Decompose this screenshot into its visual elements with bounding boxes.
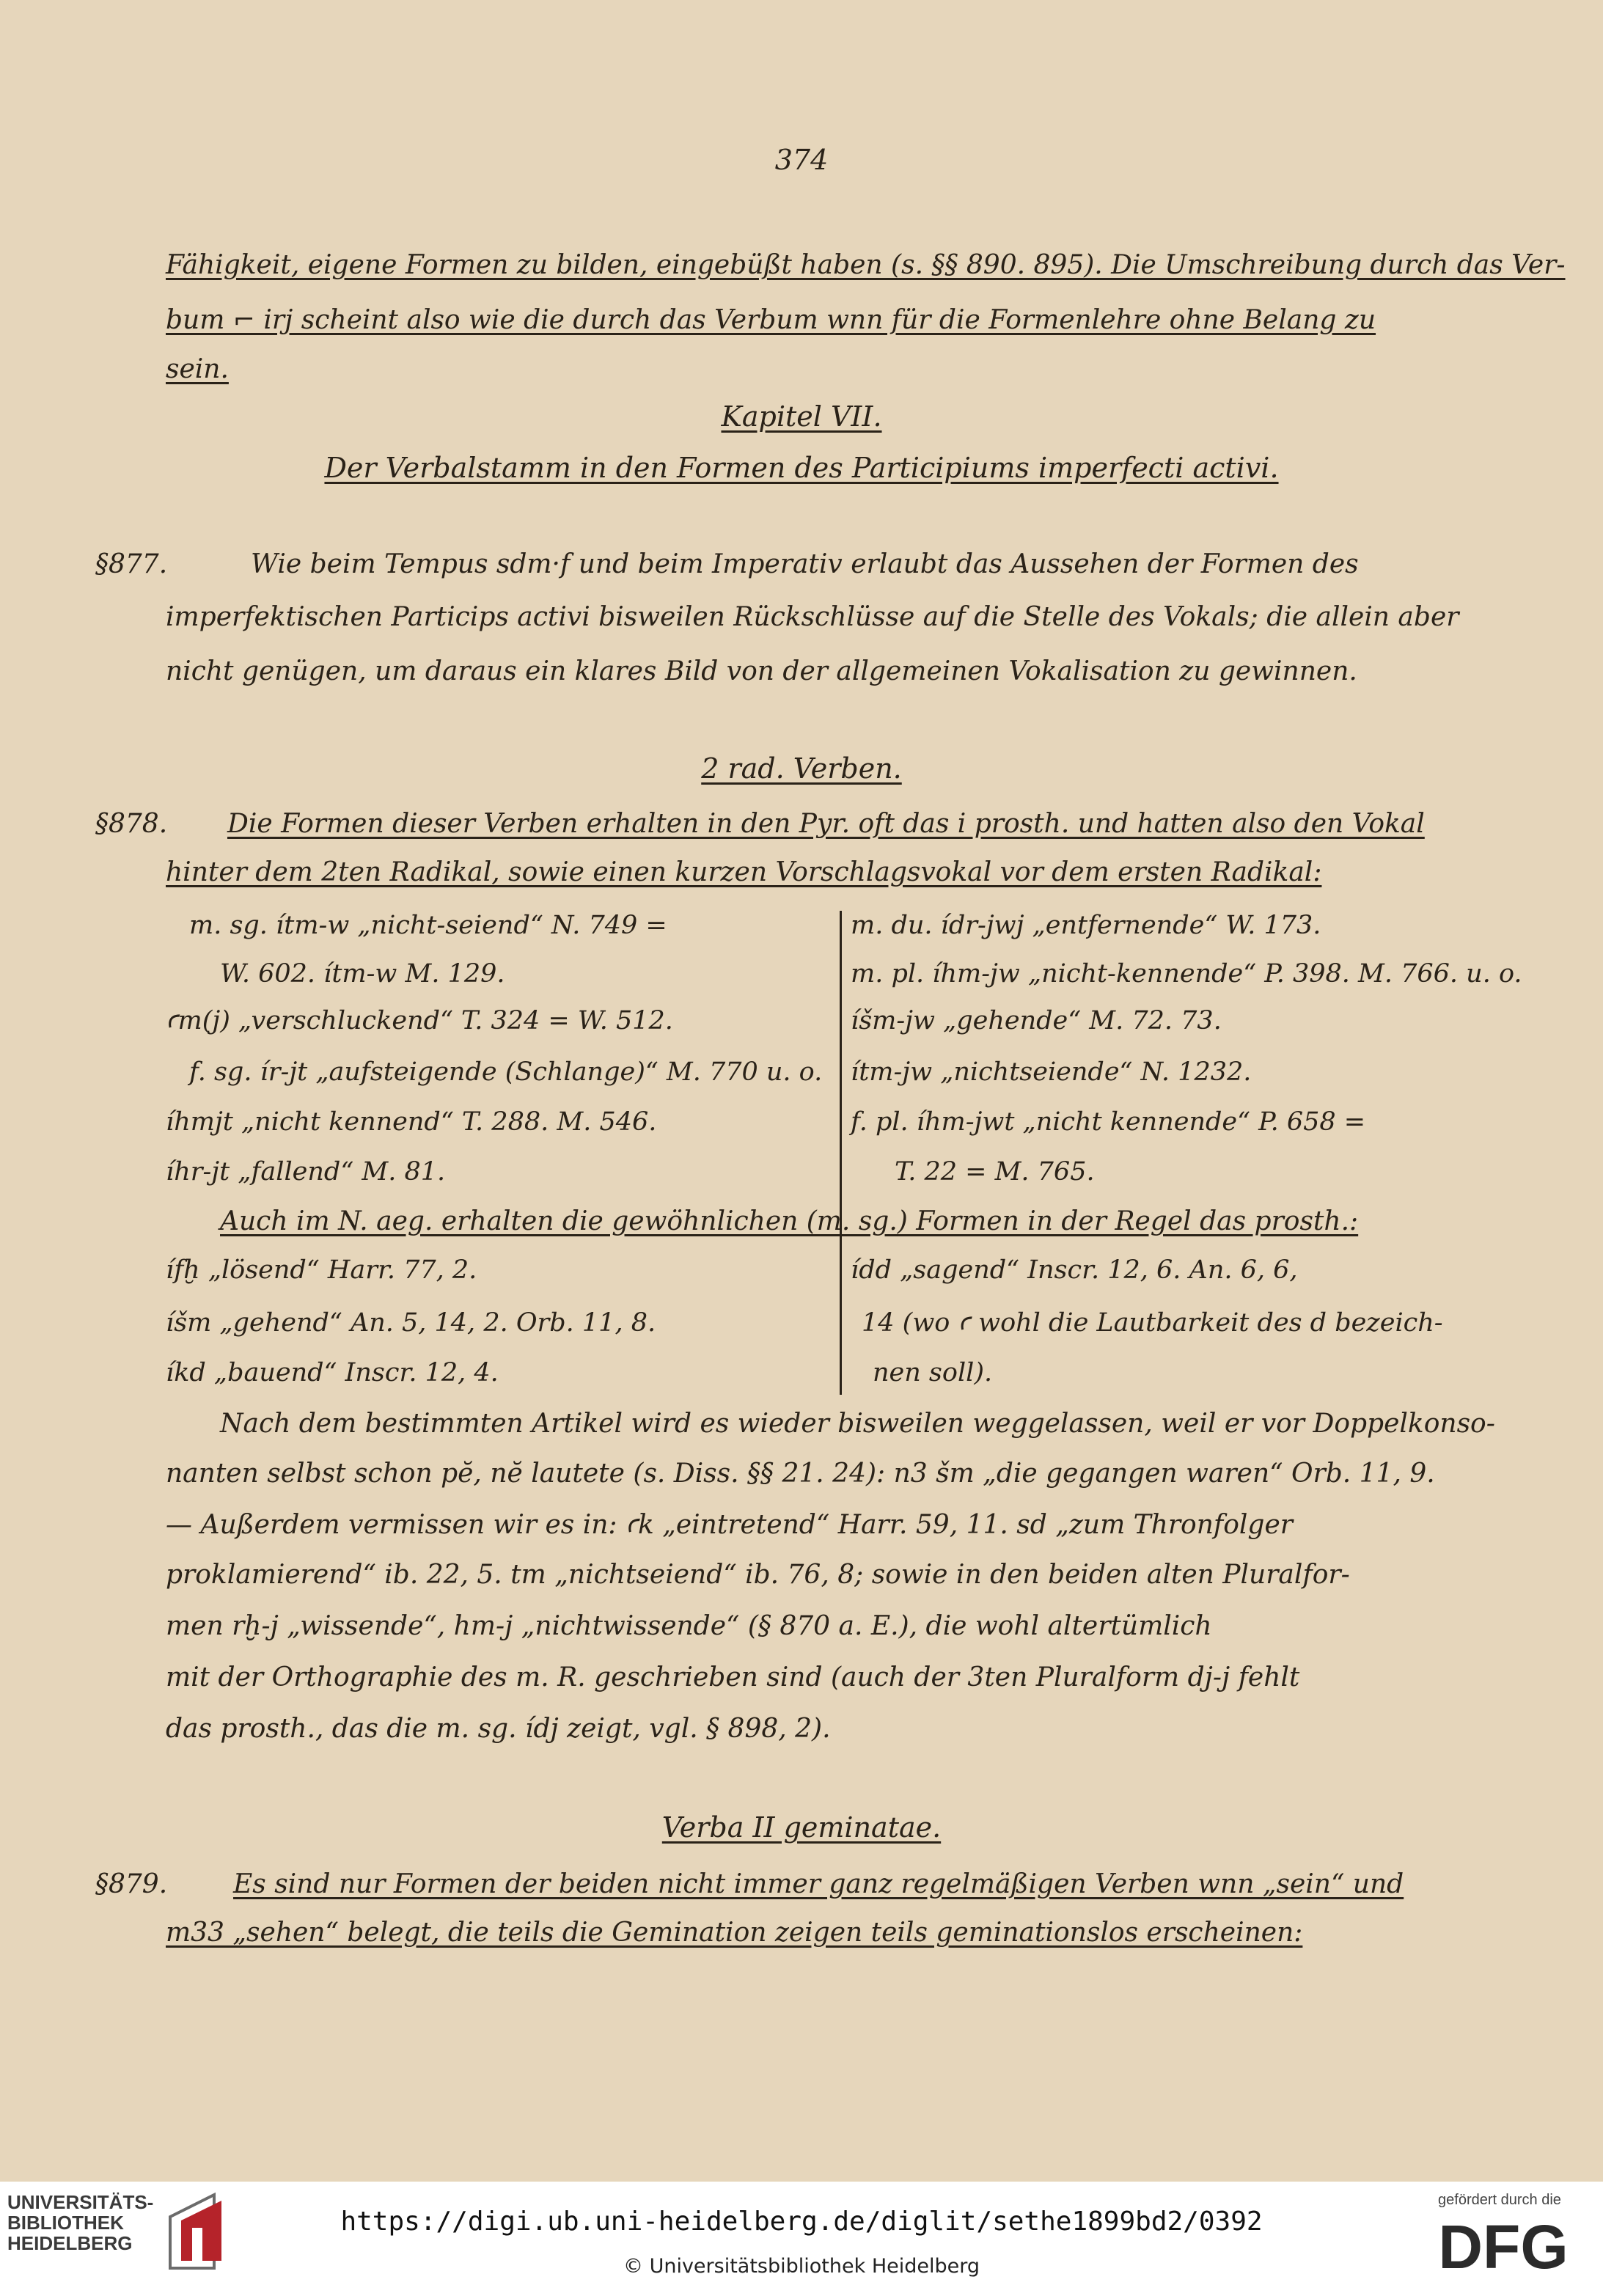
subheading: Verba II geminatae. xyxy=(661,1811,942,1844)
page-url-link[interactable]: https://digi.ub.uni-heidelberg.de/diglit/sethe1899bd2/0392 xyxy=(340,2207,1263,2237)
text-line: Die Formen dieser Verben erhalten in den Pyr. oft das i prosth. und hatten also den Vokal xyxy=(227,809,1425,839)
chapter-heading: Kapitel VII. xyxy=(721,400,882,433)
table-left-row: f. sg. ír-jt „aufsteigende (Schlange)“ M. 770 u. o. xyxy=(189,1057,823,1087)
table-left-row: m. sg. ítm-w „nicht-seiend“ N. 749 = xyxy=(189,911,667,940)
table-right-row: íšm-jw „gehende“ M. 72. 73. xyxy=(851,1006,1222,1035)
text-line: — Außerdem vermissen wir es in: ꜥk „eintretend“ Harr. 59, 11. sd „zum Thronfolger xyxy=(166,1510,1293,1540)
subheading: 2 rad. Verben. xyxy=(701,752,902,785)
dfg-logo-text: DFG xyxy=(1438,2212,1569,2277)
section-number: §878. xyxy=(95,809,168,839)
table-right-row: m. pl. íhm-jw „nicht-kennende“ P. 398. M. 766. u. o. xyxy=(851,959,1522,989)
table2-left-row: ífḫ „lösend“ Harr. 77, 2. xyxy=(166,1255,477,1285)
text-line: nanten selbst schon pĕ, nĕ lautete (s. Diss. §§ 21. 24): n3 šm „die gegangen waren“ Orb. 11, 9. xyxy=(166,1459,1435,1489)
footer-bar xyxy=(0,2182,1603,2296)
text-line: nicht genügen, um daraus ein klares Bild von der allgemeinen Vokalisation zu gewinnen. xyxy=(166,656,1357,686)
table-left-row: ꜥm(j) „verschluckend“ T. 324 = W. 512. xyxy=(166,1006,673,1035)
text-line: Wie beim Tempus sdm·f und beim Imperativ erlaubt das Aussehen der Formen des xyxy=(251,549,1359,579)
text-line: Nach dem bestimmten Artikel wird es wieder bisweilen weggelassen, weil er vor Doppelkonso- xyxy=(220,1409,1495,1439)
text-line: mit der Orthographie des m. R. geschrieben sind (auch der 3ten Pluralform dj-j fehlt xyxy=(166,1662,1300,1692)
column-divider xyxy=(840,911,842,1395)
text-line: bum ⌐ irj scheint also wie die durch das Verbum wnn für die Formenlehre ohne Belang zu xyxy=(166,305,1376,335)
text-line: Auch im N. aeg. erhalten die gewöhnlichen (m. sg.) Formen in der Regel das prosth.: xyxy=(220,1206,1359,1236)
table-left-row: W. 602. ítm-w M. 129. xyxy=(220,959,505,989)
table2-right-row: nen soll). xyxy=(873,1358,993,1387)
library-name-line: UNIVERSITÄTS- xyxy=(7,2191,154,2213)
table-right-row: f. pl. íhm-jwt „nicht kennende“ P. 658 = xyxy=(851,1107,1366,1137)
table2-right-row: 14 (wo ꜥ wohl die Lautbarkeit des d bezeich- xyxy=(862,1308,1443,1338)
text-line: men rḫ-j „wissende“, hm-j „nichtwissende“ (§ 870 a. E.), die wohl altertümlich xyxy=(166,1611,1212,1641)
page-number: 374 xyxy=(774,144,829,176)
dfg-logo-icon xyxy=(1426,2211,1580,2277)
table2-right-row: ídd „sagend“ Inscr. 12, 6. An. 6, 6, xyxy=(851,1255,1298,1285)
table-left-row: íhr-jt „fallend“ M. 81. xyxy=(166,1157,446,1186)
text-line: Fähigkeit, eigene Formen zu bilden, eingebüßt haben (s. §§ 890. 895). Die Umschreibung durch das Ver- xyxy=(166,250,1566,280)
copyright-text: © Universitätsbibliothek Heidelberg xyxy=(623,2255,980,2278)
table-right-row: ítm-jw „nichtseiende“ N. 1232. xyxy=(851,1057,1252,1087)
table-left-row: íhmjt „nicht kennend“ T. 288. M. 546. xyxy=(166,1107,657,1137)
text-line: sein. xyxy=(166,354,229,384)
text-line: Es sind nur Formen der beiden nicht immer ganz regelmäßigen Verben wnn „sein“ und xyxy=(233,1869,1404,1899)
text-line: das prosth., das die m. sg. ídj zeigt, vgl. § 898, 2). xyxy=(166,1714,831,1744)
table-right-row: m. du. ídr-jwj „entfernende“ W. 173. xyxy=(851,911,1321,940)
section-number: §877. xyxy=(95,549,168,579)
table2-left-row: íšm „gehend“ An. 5, 14, 2. Orb. 11, 8. xyxy=(166,1308,656,1338)
text-line: proklamierend“ ib. 22, 5. tm „nichtseiend“ ib. 76, 8; sowie in den beiden alten Pluralfor- xyxy=(166,1560,1350,1590)
library-name-line: BIBLIOTHEK xyxy=(7,2212,124,2234)
text-line: m33 „sehen“ belegt, die teils die Gemination zeigen teils geminationslos erscheinen: xyxy=(166,1918,1303,1948)
text-line: hinter dem 2ten Radikal, sowie einen kurzen Vorschlagsvokal vor dem ersten Radikal: xyxy=(166,857,1322,887)
library-name-line: HEIDELBERG xyxy=(7,2232,133,2254)
table-right-row: T. 22 = M. 765. xyxy=(895,1157,1095,1186)
text-line: imperfektischen Particips activi bisweilen Rückschlüsse auf die Stelle des Vokals; die allein aber xyxy=(166,602,1459,632)
section-number: §879. xyxy=(95,1869,168,1899)
chapter-subtitle: Der Verbalstamm in den Formen des Participiums imperfecti activi. xyxy=(324,452,1279,484)
funding-label: gefördert durch die xyxy=(1438,2192,1561,2208)
table2-left-row: íkd „bauend“ Inscr. 12, 4. xyxy=(166,1358,499,1387)
